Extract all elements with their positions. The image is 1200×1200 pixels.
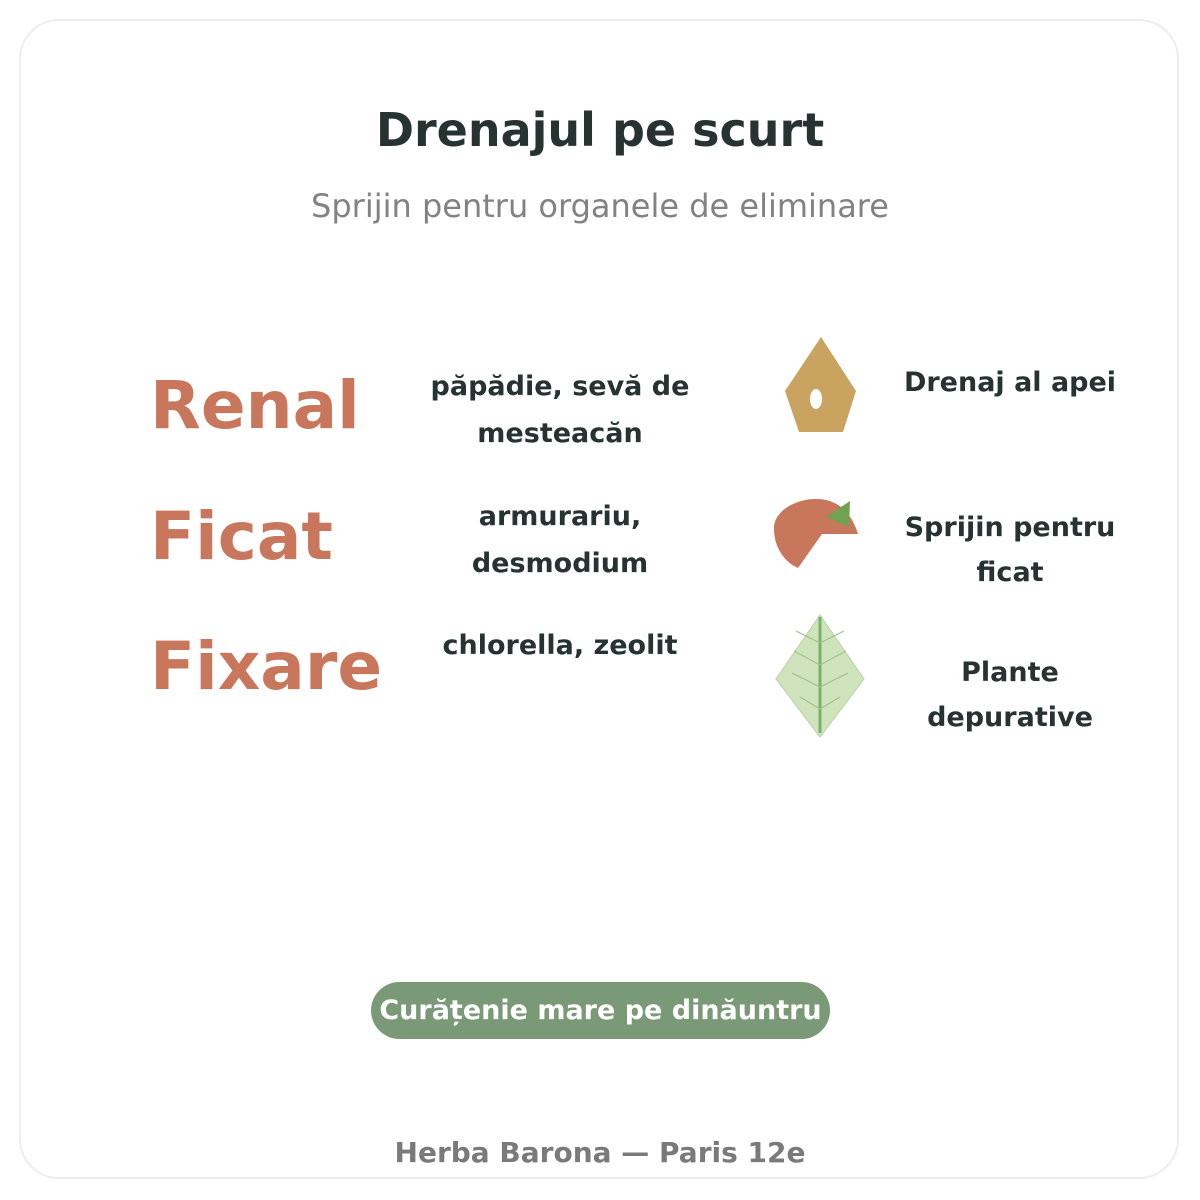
leaf-icon [774,613,866,739]
organ-label-fixare: Fixare [150,628,383,705]
effect-ficat: Sprijin pentru ficat [904,512,1116,588]
page-subtitle: Sprijin pentru organele de eliminare [311,187,889,225]
plants-fixare: chlorella, zeolit [442,630,678,661]
plants-renal: păpădie, sevă de mesteacăn [430,371,690,449]
effect-renal: Drenaj al apei [903,367,1117,398]
water-drop-icon [784,336,858,436]
footer-brand: Herba Barona — Paris 12e [394,1136,806,1169]
plants-ficat: armurariu, desmodium [471,501,649,579]
liver-icon [770,496,862,572]
effect-fixare: Plante depurative [927,657,1093,733]
organ-label-renal: Renal [150,367,360,444]
page-title: Drenajul pe scurt [375,103,825,157]
organ-label-ficat: Ficat [150,498,333,575]
tagline-badge: Curățenie mare pe dinăuntru [371,982,830,1039]
